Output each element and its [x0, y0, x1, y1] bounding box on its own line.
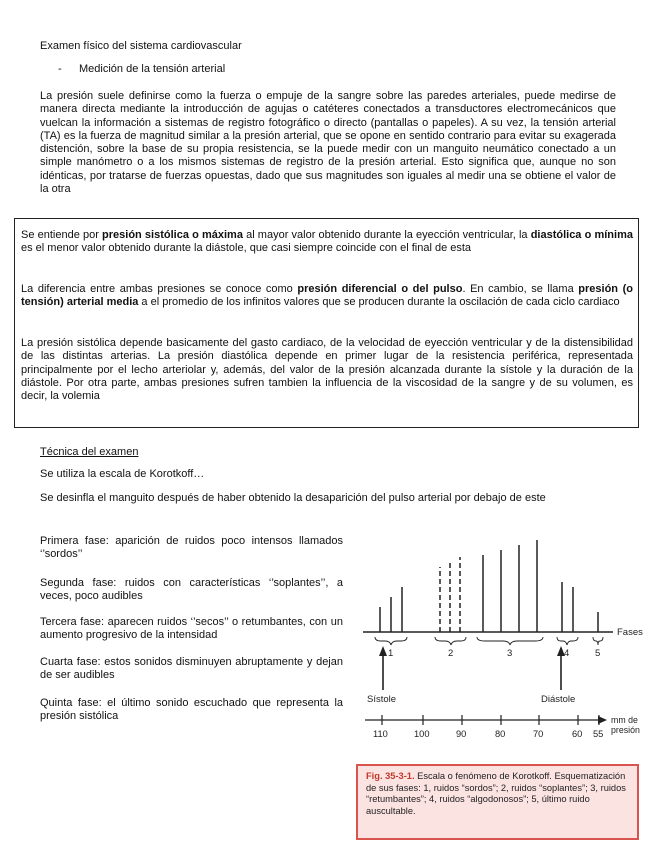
unit-label-line1: mm de — [611, 715, 638, 725]
scale-label-70: 70 — [533, 729, 544, 739]
technique-deflate: Se desinfla el manguito después de haber obtenido la desaparición del pulso arterial por debajo de este — [40, 492, 546, 504]
fases-label: Fases — [617, 627, 643, 638]
phase-3-brace — [477, 637, 543, 645]
phase-2-text: Segunda fase: ruidos con características ‘’soplantes’’, a veces, poco audibles — [40, 577, 343, 603]
phase-number-4: 4 — [564, 648, 570, 659]
phase-5-brace — [593, 637, 603, 645]
korotkoff-figure — [355, 520, 650, 760]
unit-label-line2: presión — [611, 725, 640, 735]
term-sistolica: presión sistólica o máxima — [102, 229, 243, 241]
diastole-label: Diástole — [541, 694, 576, 705]
sistole-label: Sístole — [367, 694, 397, 705]
phase-5-text: Quinta fase: el último sonido escuchado que representa la presión sistólica — [40, 697, 343, 723]
caption-label: Fig. 35-3-1. — [366, 771, 415, 781]
phase-number-5: 5 — [595, 648, 601, 659]
phase-4-brace — [557, 637, 578, 645]
scale-label-55: 55 — [593, 729, 604, 739]
term-media: presión (o tensión) arterial media — [21, 283, 633, 309]
intro-paragraph: La presión suele definirse como la fuerza o empuje de la sangre sobre las paredes arteriales, puede medirse de manera directa mediante la introducción de agujas o catéteres conectados a transductores electromecánicos que vuelcan la información a sistemas de registro fotográfico o directo (pantallas o papeles). A su vez, la tensión arterial (TA) es la fuerza de magnitud similar a la presión arterial, que se opone en sentido contrario para evitar su exagerada distención, sobre la base de su propia resistencia, se la puede medir con un manguito neumático conectado a un simple manómetro o a los mismos sistemas de registro de la presión arterial. Esto significa que, aunque no son idénticas, por tratarse de fuerzas opuestas, dado que sus magnitudes son iguales al medir una se obtiene el valor de la otra — [40, 90, 616, 196]
scale-label-90: 90 — [456, 729, 467, 739]
box-paragraph-1: Se entiende por presión sistólica o máxima al mayor valor obtenido durante la eyección ventricular, la diastólica o mínima es el menor valor obtenido durante la diástole, que casi siempre coincide con el final de esta — [21, 229, 633, 255]
phase-1-text: Primera fase: aparición de ruidos poco intensos llamados ‘’sordos’’ — [40, 535, 343, 561]
box-paragraph-3: La presión sistólica depende basicamente del gasto cardiaco, de la velocidad de eyección ventricular y de la distensibilidad de las distintas arterias. La presión diastólica depende en primer lugar de la resistencia periférica, representada principalmente por el lecho arteriolar y, además, del valor de la presión alcanzada durante la sístole y la duración de la diástole. Por otra parte, ambas presiones sufren tambien la influencia de la viscosidad de la sangre y de su volumen, es decir, la volemia — [21, 337, 633, 403]
phase-2-brace — [435, 637, 466, 645]
box-paragraph-2: La diferencia entre ambas presiones se conoce como presión diferencial o del pulso. En cambio, se llama presión (o tensión) arterial media a el promedio de los infinitos valores que se producen durante la oscilación de cada ciclo cardiaco — [21, 283, 633, 309]
phase-1-brace — [375, 637, 407, 645]
technique-scale: Se utiliza la escala de Korotkoff… — [40, 468, 205, 480]
scale-label-80: 80 — [495, 729, 506, 739]
scale-label-110: 110 — [373, 729, 388, 739]
phase-3-text: Tercera fase: aparecen ruidos ‘’secos’’ o retumbantes, con un aumento progresivo de la intensidad — [40, 616, 343, 642]
phase-number-3: 3 — [507, 648, 513, 659]
page-title: Examen físico del sistema cardiovascular — [40, 40, 242, 52]
sistole-arrow-head-icon — [379, 646, 387, 656]
scale-label-60: 60 — [572, 729, 583, 739]
term-diastolica: diastólica o mínima — [530, 229, 633, 241]
technique-heading: Técnica del examen — [40, 446, 139, 458]
phase-number-2: 2 — [448, 648, 454, 659]
korotkoff-diagram — [355, 520, 650, 760]
caption-text: Escala o fenómeno de Korotkoff. Esquematización de sus fases: 1, ruidos “sordos”; 2, ruidos “soplantes”; 3, ruidos “retumbantes”; 4, ruidos “algodonosos”; 5, último ruido auscultable. — [366, 771, 626, 816]
phase-number-1: 1 — [388, 648, 394, 659]
section-subtitle: Medición de la tensión arterial — [79, 63, 226, 75]
scale-label-100: 100 — [414, 729, 430, 739]
term-diferencial: presión diferencial o del pulso — [297, 283, 463, 295]
figure-caption — [356, 764, 639, 840]
phase-4-text: Cuarta fase: estos sonidos disminuyen abruptamente y dejan de ser audibles — [40, 656, 343, 682]
bullet-dash: - — [58, 63, 62, 75]
